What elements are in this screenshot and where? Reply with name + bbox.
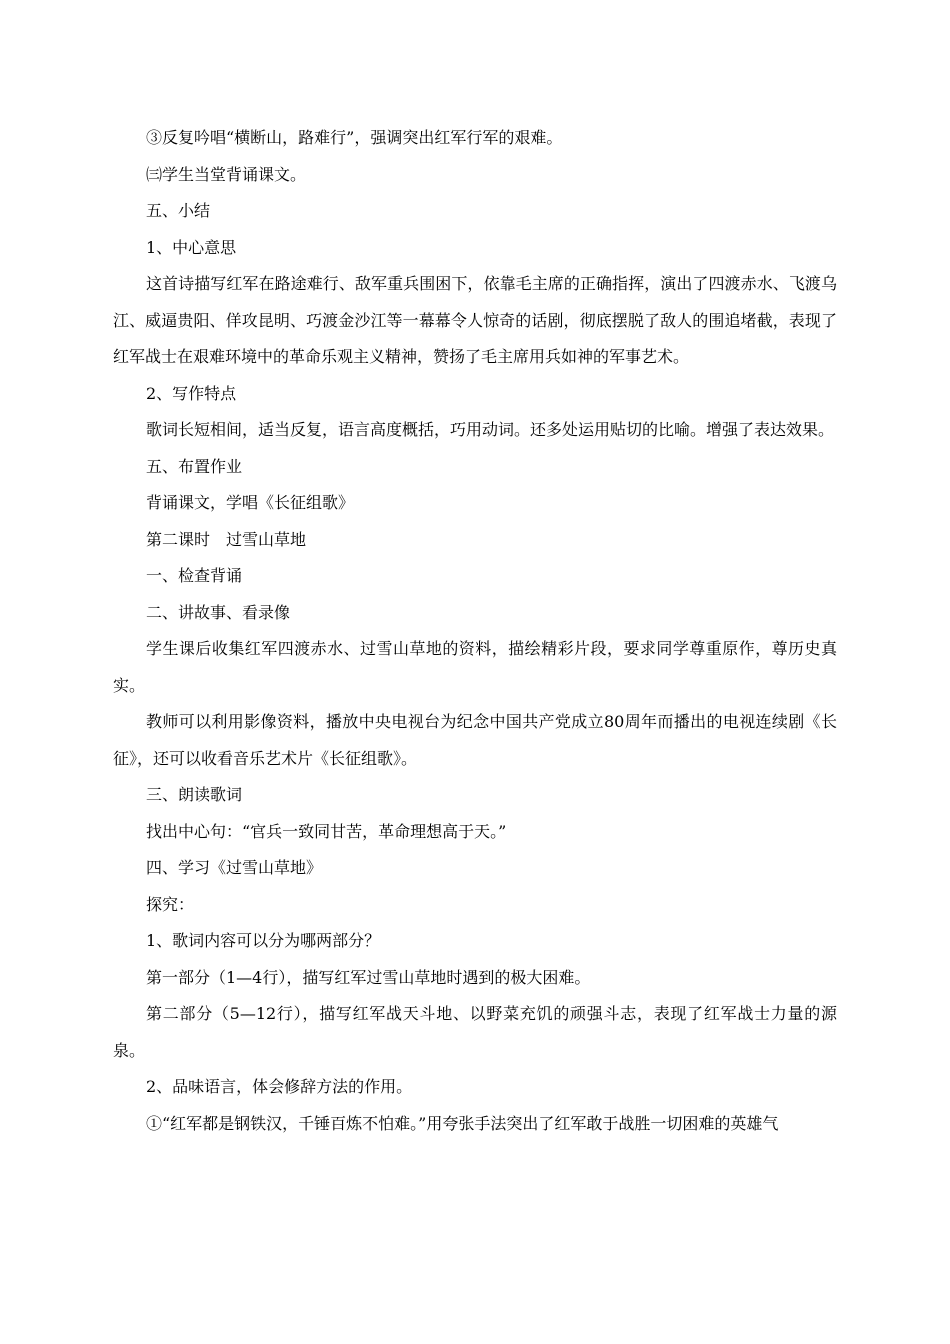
section-heading: 二、讲故事、看录像: [146, 602, 291, 622]
paragraph: 背诵课文，学唱《长征组歌》: [146, 493, 355, 512]
section-heading: 一、检查背诵: [146, 566, 243, 585]
subsection-heading: 2、品味语言，体会修辞方法的作用。: [146, 1077, 413, 1096]
paragraph: 找出中心句：“官兵一致同甘苦，革命理想高于天。”: [146, 821, 507, 841]
paragraph: 学生课后收集红军四渡赤水、过雪山草地的资料，描绘精彩片段，要求同学尊重原作，尊历史真实。: [113, 639, 837, 695]
paragraph: ①“红军都是钢铁汉，千锤百炼不怕难。”用夸张手法突出了红军敢于战胜一切困难的英雄气: [146, 1113, 779, 1133]
section-heading: 三、朗读歌词: [146, 785, 243, 804]
subsection-heading: 1、歌词内容可以分为哪两部分？: [146, 931, 381, 950]
section-heading: 五、布置作业: [146, 456, 243, 476]
paragraph: 教师可以利用影像资料，播放中央电视台为纪念中国共产党成立80周年而播出的电视连续剧《长征》，还可以收看音乐艺术片《长征组歌》。: [113, 712, 837, 768]
paragraph: 歌词长短相间，适当反复，语言高度概括，巧用动词。还多处运用贴切的比喻。增强了表达效果。: [146, 420, 835, 439]
lesson-heading: 第二课时 过雪山草地: [146, 529, 307, 549]
paragraph: 探究：: [146, 894, 195, 914]
document-page: [113, 120, 837, 1142]
paragraph: ③反复吟唱“横断山，路难行”，强调突出红军行军的艰难。: [146, 128, 563, 147]
subsection-heading: 1、中心意思: [146, 237, 237, 257]
paragraph: 第一部分（1—4行），描写红军过雪山草地时遇到的极大困难。: [146, 967, 591, 987]
paragraph: 第二部分（5—12行），描写红军战天斗地、以野菜充饥的顽强斗志，表现了红军战士力量的源泉。: [113, 1004, 837, 1060]
section-heading: 四、学习《过雪山草地》: [146, 858, 323, 877]
subsection-heading: 2、写作特点: [146, 383, 237, 403]
section-heading: 五、小结: [146, 201, 211, 220]
paragraph: 这首诗描写红军在路途难行、敌军重兵围困下，依靠毛主席的正确指挥，演出了四渡赤水、飞渡乌江、威逼贵阳、佯攻昆明、巧渡金沙江等一幕幕令人惊奇的话剧，彻底摆脱了敌人的围追堵截，表现了红军战士在艰难环境中的革命乐观主义精神，赞扬了毛主席用兵如神的军事艺术。: [113, 274, 837, 366]
paragraph: ㈢学生当堂背诵课文。: [146, 164, 307, 184]
